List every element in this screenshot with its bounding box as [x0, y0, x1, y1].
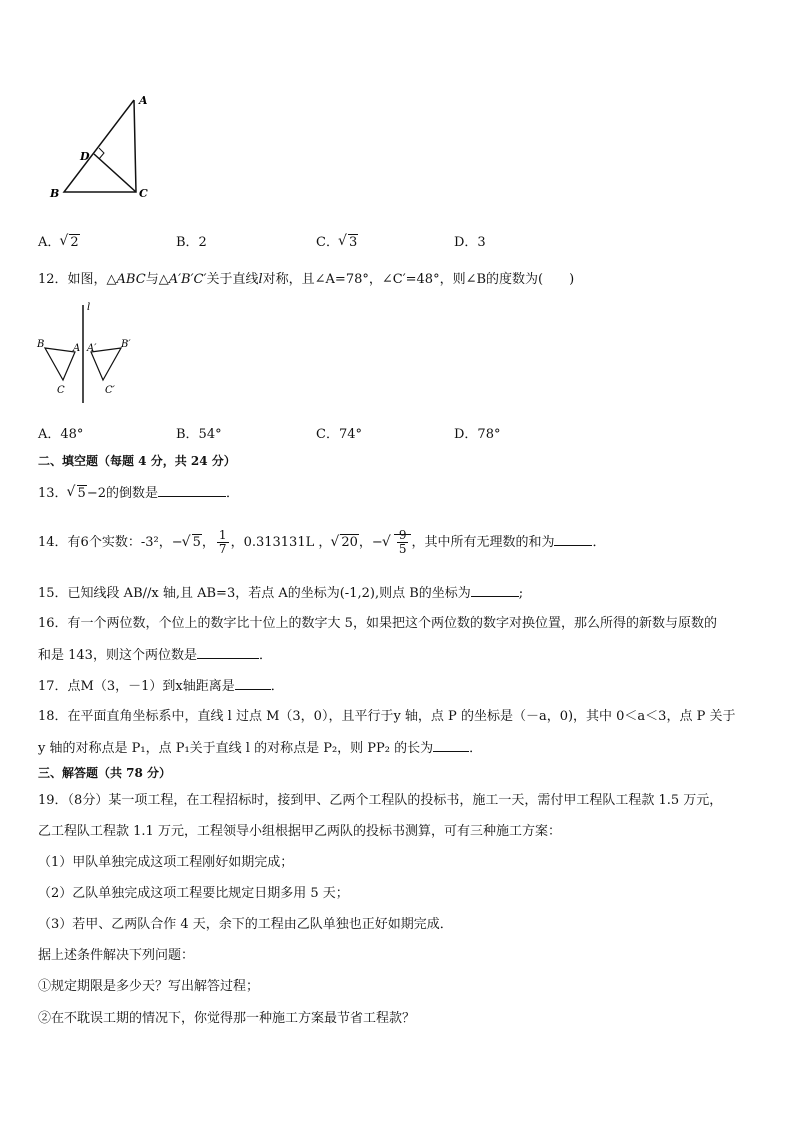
q17-text: 17．点M（3，－1）到x轴距离是	[38, 679, 235, 694]
radicand: 5	[77, 486, 86, 501]
q19-plan-2: （2）乙队单独完成这项工程要比规定日期多用 5 天；	[38, 886, 349, 901]
q18-line1: 18．在平面直角坐标系中，直线 l 过点 M（3，0），且平行于y 轴，点 P 的坐标是（－a，0)，其中 0＜a＜3，点 P 关于	[38, 709, 736, 724]
q18-end: ．	[469, 741, 483, 756]
triangle-abc	[64, 100, 136, 192]
radicand: 3	[348, 235, 358, 250]
q13	[38, 484, 239, 502]
sqrt-symbol	[183, 525, 202, 561]
triangle-abc-name: △ABC	[106, 272, 146, 287]
label-a-prime: A′	[87, 343, 97, 354]
q17-end: ．	[270, 679, 284, 694]
q19-subquestion-2: ②在不耽误工期的情况下，你觉得那一种施工方案最节省工程款？	[38, 1011, 416, 1026]
q12-symmetry-figure	[35, 300, 145, 405]
q19-ask: 据上述条件解决下列问题：	[38, 948, 195, 963]
line-l-name: l	[258, 272, 263, 287]
q19-plan-1: （1）甲队单独完成这项工程刚好如期完成；	[38, 855, 294, 870]
label-l: l	[87, 302, 91, 313]
q13-text: −2的倒数是	[86, 486, 158, 501]
label-a: A	[73, 343, 81, 354]
q12-option-d: D．78°	[454, 427, 501, 442]
q16-end: ．	[258, 648, 272, 663]
q11-option-c	[316, 234, 358, 251]
q12-stem-end: 对称，且∠A=78°，∠C′=48°，则∠B的度数为( )	[262, 272, 575, 287]
q14	[38, 525, 605, 561]
q14-end2: ．	[592, 535, 606, 550]
q14-end: ，其中所有无理数的和为	[411, 535, 555, 550]
radicand: 2	[70, 235, 79, 250]
denominator: 7	[218, 542, 227, 556]
q16-line1: 16．有一个两位数，个位上的数字比十位上的数字大 5，如果把这个两位数的数字对换位置，那么所得的新数与原数的	[38, 616, 717, 631]
fraction-one-seventh	[217, 529, 229, 556]
numerator: 1	[218, 528, 227, 542]
q15-end: ;	[518, 586, 524, 601]
q19-line1: 19．（8分）某一项工程，在工程招标时，接到甲、乙两个工程队的投标书，施工一天，需付甲工程队工程款 1.5 万元，	[38, 793, 723, 808]
q11-option-b: B．2	[176, 235, 207, 250]
answer-blank[interactable]	[433, 739, 469, 752]
q12-option-a: A．48°	[38, 427, 84, 442]
right-angle-mark	[99, 148, 104, 159]
q12-option-b: B．54°	[176, 427, 222, 442]
q11-option-a	[38, 234, 80, 251]
answer-blank[interactable]	[197, 646, 259, 659]
q15-text: 15．已知线段 AB//x 轴,且 AB=3，若点 A的坐标为(-1,2),则点 B的坐标为	[38, 586, 471, 601]
label-c-prime: C′	[105, 385, 115, 396]
q12-stem-mid2: 关于直线	[206, 272, 259, 287]
q18-text: y 轴的对称点是 P₁，点 P₁关于直线 l 的对称点是 P₂，则 PP₂ 的长为	[38, 741, 434, 756]
q14-sep: ，	[201, 535, 215, 550]
q14-minus: −	[171, 535, 183, 550]
label-a: A	[139, 94, 148, 107]
answer-blank[interactable]	[158, 484, 226, 497]
denominator: 5	[398, 542, 407, 556]
label-b: B	[37, 339, 45, 350]
sqrt-symbol	[331, 525, 359, 561]
label-c: C	[139, 187, 148, 200]
sqrt-symbol	[339, 234, 358, 251]
section-3-heading: 三、解答题（共 78 分）	[38, 766, 172, 780]
answer-blank[interactable]	[235, 677, 271, 690]
triangle-abc-shape	[45, 348, 75, 380]
q15	[38, 584, 523, 602]
q11-triangle-figure	[45, 90, 160, 200]
q16-line2	[38, 646, 272, 664]
option-c-label: C．	[316, 235, 339, 250]
q19-plan-3: （3）若甲、乙两队合作 4 天，余下的工程由乙队单独也正好如期完成．	[38, 917, 453, 932]
numerator: √ 9	[398, 528, 407, 542]
section-2-heading: 二、填空题（每题 4 分，共 24 分）	[38, 454, 236, 468]
radicand: 20	[341, 535, 358, 550]
answer-blank[interactable]	[471, 584, 519, 597]
sqrt-symbol	[68, 485, 87, 502]
q14-term1: -3²，	[140, 535, 172, 550]
q14-term4: ，0.313131L ，	[230, 535, 332, 550]
label-b-prime: B′	[121, 339, 131, 350]
label-d: D	[80, 150, 90, 163]
q12-option-c: C．74°	[316, 427, 362, 442]
q18-line2	[38, 739, 482, 757]
q16-text: 和是 143，则这个两位数是	[38, 648, 197, 663]
option-a-label: A．	[38, 235, 61, 250]
sqrt-of-fraction	[383, 525, 412, 561]
q13-number: 13．	[38, 486, 68, 501]
q12-stem	[38, 271, 574, 288]
q17	[38, 677, 284, 695]
triangle-a2b2c2-name: △A′B′C′	[158, 272, 207, 287]
q11-option-d: D．3	[454, 235, 486, 250]
answer-blank[interactable]	[554, 533, 592, 546]
q12-stem-mid1: 与	[145, 272, 159, 287]
label-c: C	[57, 385, 65, 396]
q14-term6-prefix: ，−	[358, 535, 383, 550]
q19-subquestion-1: ①规定期限是多少天？写出解答过程；	[38, 979, 260, 994]
q14-start: 14．有6个实数：	[38, 535, 141, 550]
sqrt-symbol	[60, 234, 79, 251]
fraction-nine-fifths	[397, 529, 409, 556]
radicand: 5	[192, 535, 201, 550]
radicand	[394, 528, 412, 556]
label-b: B	[50, 187, 60, 200]
q19-line2: 乙工程队工程款 1.1 万元，工程领导小组根据甲乙两队的投标书测算，可有三种施工方案：	[38, 824, 561, 839]
altitude-cd	[94, 154, 136, 192]
q12-stem-start: 12．如图，	[38, 272, 107, 287]
q13-end: ．	[226, 486, 240, 501]
